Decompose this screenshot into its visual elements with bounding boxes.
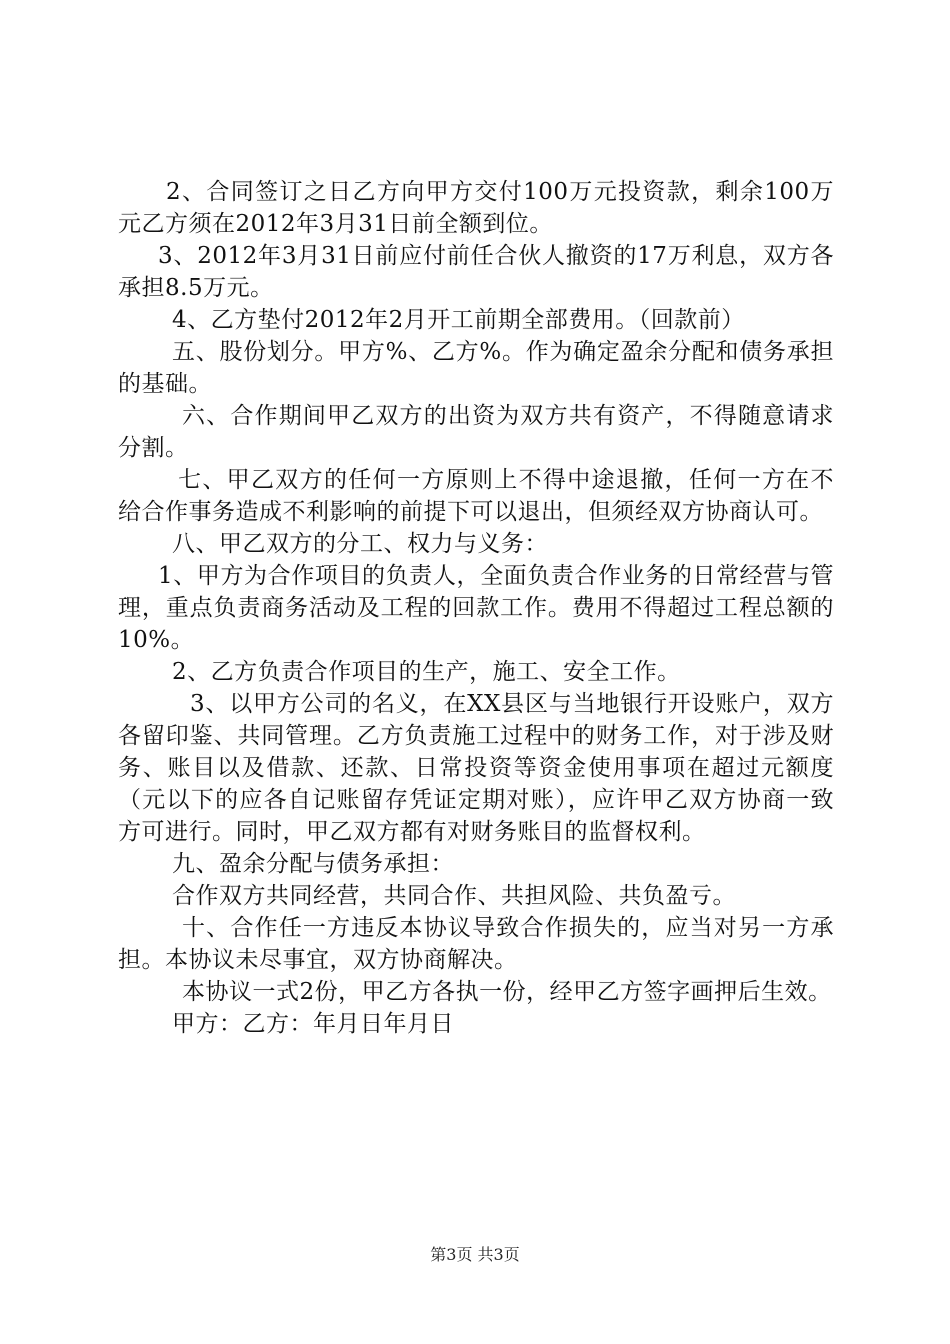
document-body (118, 176, 834, 1040)
paragraph-duty-1: 1、甲方为合作项目的负责人，全面负责合作业务的日常经营与管理，重点负责商务活动及工程的回款工作。费用不得超过工程总额的10%。 (118, 563, 834, 653)
paragraph-copies: 本协议一式2份，甲乙方各执一份，经甲乙方签字画押后生效。 (182, 979, 832, 1005)
paragraph-section-7: 七、甲乙双方的任何一方原则上不得中途退撤，任何一方在不给合作事务造成不利影响的前提下可以退出，但须经双方协商认可。 (118, 467, 834, 525)
paragraph-signatures: 甲方：乙方：年月日年月日 (172, 1011, 454, 1037)
paragraph-section-10: 十、合作任一方违反本协议导致合作损失的，应当对另一方承担。本协议未尽事宜，双方协商解决。 (118, 915, 834, 973)
paragraph-clause-4: 4、乙方垫付2012年2月开工前期全部费用。（回款前） (172, 307, 745, 333)
paragraph-section-6: 六、合作期间甲乙双方的出资为双方共有资产，不得随意请求分割。 (118, 403, 834, 461)
paragraph-profit-sharing: 合作双方共同经营，共同合作、共担风险、共负盈亏。 (172, 883, 736, 909)
paragraph-clause-2: 2、合同签订之日乙方向甲方交付100万元投资款，剩余100万元乙方须在2012年3月31日前全额到位。 (118, 179, 834, 237)
paragraph-section-9: 九、盈余分配与债务承担： (172, 851, 454, 877)
paragraph-section-8: 八、甲乙双方的分工、权力与义务： (172, 531, 548, 557)
page-footer: 第3页 共3页 (430, 1245, 520, 1264)
paragraph-clause-3: 3、2012年3月31日前应付前任合伙人撤资的17万利息，双方各承担8.5万元。 (118, 243, 834, 301)
paragraph-duty-3: 3、以甲方公司的名义，在XX县区与当地银行开设账户，双方各留印鉴、共同管理。乙方负责施工过程中的财务工作，对于涉及财务、账目以及借款、还款、日常投资等资金使用事项在超过元额度（元以下的应各自记账留存凭证定期对账），应许甲乙双方协商一致方可进行。同时，甲乙双方都有对财务账目的监督权利。 (118, 691, 834, 845)
paragraph-duty-2: 2、乙方负责合作项目的生产，施工、安全工作。 (172, 659, 681, 685)
paragraph-section-5: 五、股份划分。甲方%、乙方%。作为确定盈余分配和债务承担的基础。 (118, 339, 834, 397)
